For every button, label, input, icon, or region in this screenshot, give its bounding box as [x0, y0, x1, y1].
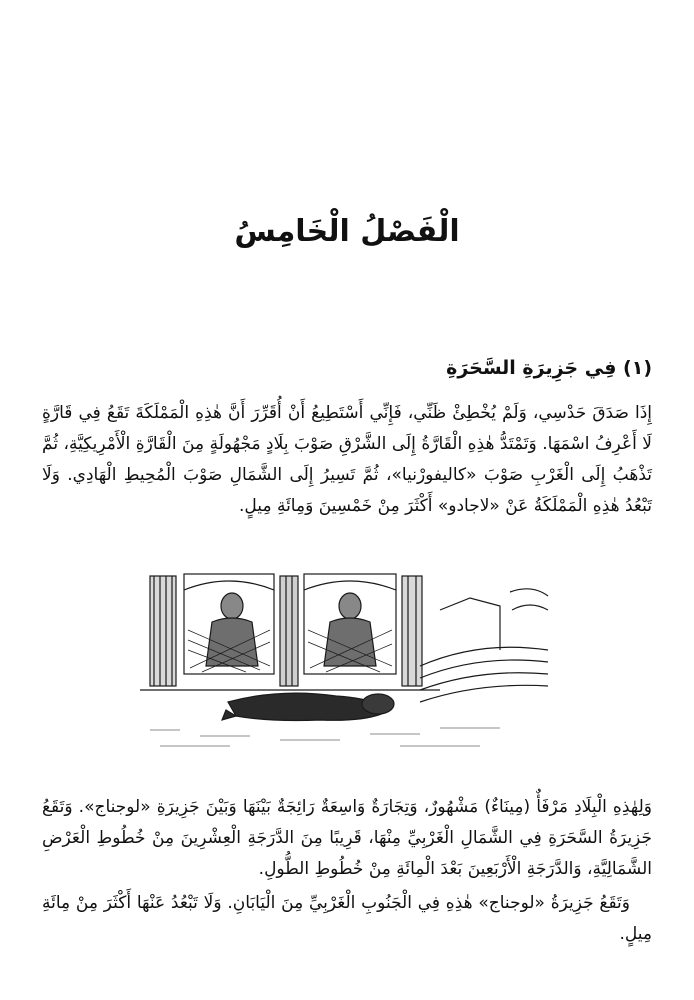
illustration-drawing — [140, 570, 552, 752]
section-heading: (١) فِي جَزِيرَةِ السَّحَرَةِ — [446, 357, 652, 379]
paragraph-3: وَتَقَعُ جَزِيرَةُ «لوجناج» هٰذِهِ فِي الْجَنُوبِ الْغَرْبِيِّ مِنَ الْيَابَانِ. وَلَا تَبْعُدُ عَنْهَا أَكْثَرَ مِنْ مِائَةِ مِيلٍ. — [42, 893, 652, 944]
chapter-title: الْفَصْلُ الْخَامِسُ — [234, 214, 460, 249]
paragraph-1: إِذَا صَدَقَ حَدْسِي، وَلَمْ يُخْطِئْ ظَنِّي، فَإِنِّي أَسْتَطِيعُ أَنْ أُقَرِّرَ أَنَّ هٰذِهِ الْمَمْلَكَةَ تَقَعُ فِي قَارَّةٍ لَا أَعْرِفُ اسْمَهَا. وَتَمْتَدُّ هٰذِهِ الْقَارَّةُ إِلَى الشَّرْقِ صَوْبَ بِلَادٍ مَجْهُولَةٍ مِنَ الْقَارَّةِ الْأَمْرِيكِيَّةِ، ثُمَّ تَذْهَبُ إِلَى الْغَرْبِ صَوْبَ «كاليفورْنيا»، ثُمَّ تَسِيرُ إِلَى الشَّمَالِ صَوْبَ الْمُحِيطِ الْهَادِي. وَلَا تَبْعُدُ هٰذِهِ الْمَمْلَكَةُ عَنْ «لاجادو» أَكْثَرَ مِنْ خَمْسِينَ وَمِائَةِ مِيلٍ. — [42, 403, 652, 516]
paragraph-2: وَلِهٰذِهِ الْبِلَادِ مَرْفَأٌ (مِينَاءٌ) مَشْهُورٌ، وَتِجَارَةٌ وَاسِعَةٌ رَائِجَةٌ بَيْنَهَا وَبَيْنَ جَزِيرَةِ «لوجناج». وَتَقَعُ جَزِيرَةُ السَّحَرَةِ فِي الشَّمَالِ الْغَرْبِيِّ مِنْهَا، قَرِيبًا مِنَ الدَّرَجَةِ الْعِشْرِينَ مِنْ خُطُوطِ الْعَرْضِ الشَّمَالِيَّةِ، وَالدَّرَجَةِ الْأَرْبَعِينَ بَعْدَ الْمِائَةِ مِنْ خُطُوطِ الطُّولِ. — [42, 797, 652, 879]
engraving-illustration — [140, 570, 552, 752]
